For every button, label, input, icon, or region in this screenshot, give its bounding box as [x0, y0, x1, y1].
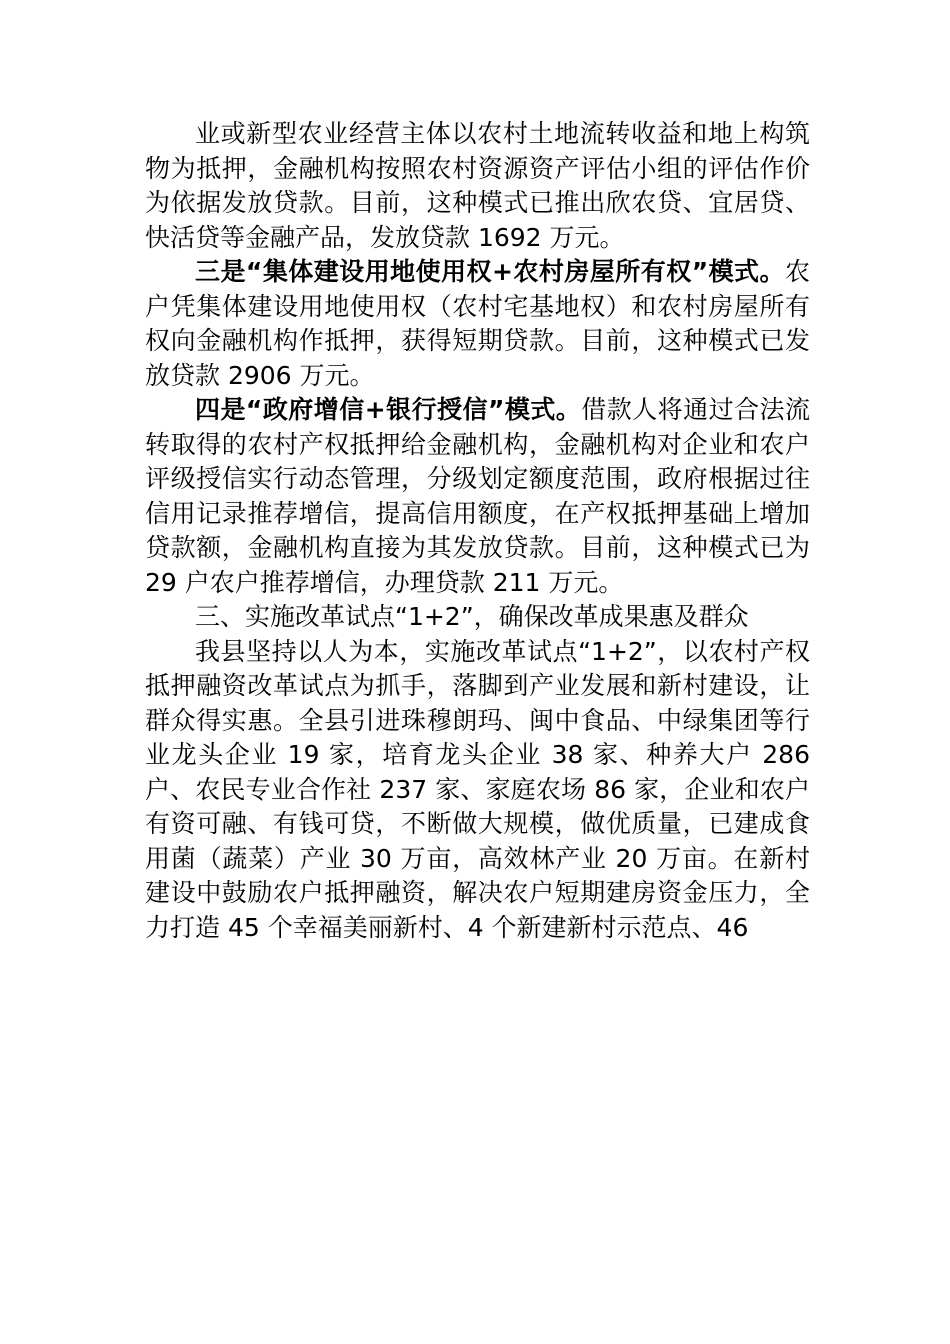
section-heading: [145, 600, 810, 635]
paragraph-model-four: [145, 393, 810, 600]
paragraph-model-three: [145, 255, 810, 393]
document-body: [145, 117, 810, 945]
paragraph-text: 业或新型农业经营主体以农村土地流转收益和地上构筑物为抵押，金融机构按照农村资源资产评估小组的评估作价为依据发放贷款。目前，这种模式已推出欣农贷、宜居贷、快活贷等金融产品，发放贷款 1692 万元。: [145, 119, 810, 252]
model-four-heading: 四是“政府增信+银行授信”模式。: [195, 395, 582, 424]
paragraph-pilot: [145, 635, 810, 946]
model-four-body: 借款人将通过合法流转取得的农村产权抵押给金融机构，金融机构对企业和农户评级授信实行动态管理，分级划定额度范围，政府根据过往信用记录推荐增信，提高信用额度，在产权抵押基础上增加贷款额，金融机构直接为其发放贷款。目前，这种模式已为 29 户农户推荐增信，办理贷款 211 万元。: [145, 395, 810, 597]
section-heading-text: 三、实施改革试点“1+2”，确保改革成果惠及群众: [195, 602, 749, 631]
paragraph-continuation: [145, 117, 810, 255]
pilot-body: 我县坚持以人为本，实施改革试点“1+2”，以农村产权抵押融资改革试点为抓手，落脚到产业发展和新村建设，让群众得实惠。全县引进珠穆朗玛、闽中食品、中绿集团等行业龙头企业 19 家，培育龙头企业 38 家、种养大户 286 户、农民专业合作社 237 家、家庭农场 86 家，企业和农户有资可融、有钱可贷，不断做大规模，做优质量，已建成食用菌（蔬菜）产业 30 万亩，高效林产业 20 万亩。在新村建设中鼓励农户抵押融资，解决农户短期建房资金压力，全力打造 45 个幸福美丽新村、4 个新建新村示范点、46: [145, 636, 810, 942]
model-three-body: 农户凭集体建设用地使用权（农村宅基地权）和农村房屋所有权向金融机构作抵押，获得短期贷款。目前，这种模式已发放贷款 2906 万元。: [145, 257, 810, 390]
model-three-heading: 三是“集体建设用地使用权+农村房屋所有权”模式。: [195, 257, 785, 286]
